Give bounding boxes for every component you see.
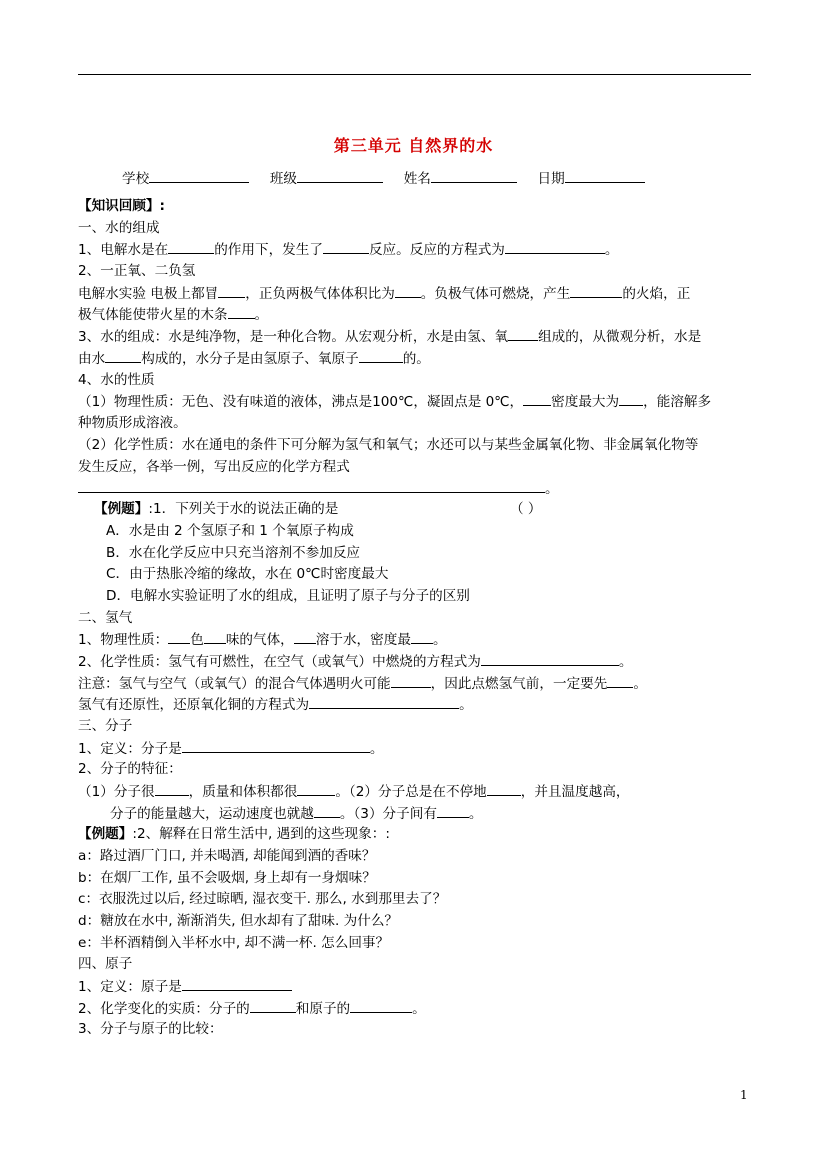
- s1-line-12: [78, 480, 559, 497]
- s1-line-1: [78, 241, 619, 258]
- text: 由水: [78, 351, 106, 367]
- example-2-item-a: a：路过酒厂门口, 并未喝酒, 却能闻到酒的香味？: [78, 848, 376, 864]
- text: 氢气有还原性，还原氧化铜的方程式为: [78, 697, 310, 713]
- blank[interactable]: [523, 393, 551, 406]
- example-label: 【例题】: [78, 826, 133, 842]
- s3-line-4: [110, 805, 483, 822]
- text: 1、定义：分子是: [78, 741, 182, 757]
- text: （1）分子很: [78, 784, 155, 800]
- text: 味的气体，: [225, 632, 294, 648]
- section-3-heading: 三、分子: [78, 718, 133, 734]
- section-2-heading: 二、氢气: [78, 610, 133, 626]
- text: 注意：氢气与空气（或氧气）的混合气体遇明火可能: [78, 676, 391, 692]
- blank[interactable]: [411, 631, 433, 644]
- text: ，并且温度越高，: [520, 784, 630, 800]
- s1-line-4: [78, 306, 268, 323]
- example-2-question: [78, 826, 390, 842]
- blank[interactable]: [182, 740, 370, 753]
- blank[interactable]: [218, 285, 245, 298]
- text: 。: [254, 307, 269, 323]
- example-2-item-c: c：衣服洗过以后, 经过晾晒, 湿衣变干. 那么, 水到那里去了？: [78, 891, 447, 907]
- blank[interactable]: [505, 241, 605, 254]
- s1-line-3: [78, 285, 690, 302]
- blank[interactable]: [294, 631, 316, 644]
- text: 溶于水，密度最: [315, 632, 411, 648]
- s1-line-10: （2）化学性质：水在通电的条件下可分解为氢气和氧气；水还可以与某些金属氧化物、非金属氧化物等: [78, 437, 699, 453]
- blank[interactable]: [105, 350, 141, 363]
- s1-line-5: [78, 328, 701, 345]
- blank[interactable]: [391, 675, 431, 688]
- class-blank[interactable]: [297, 170, 383, 183]
- text: 。: [369, 741, 384, 757]
- blank[interactable]: [395, 285, 421, 298]
- text: 构成的，水分子是由氢原子、氧原子: [141, 351, 359, 367]
- option-c: C．由于热胀冷缩的缘故，水在 0℃时密度最大: [106, 566, 389, 582]
- text: 1、物理性质：: [78, 632, 169, 648]
- s3-line-3: [78, 783, 630, 800]
- text: 。: [459, 697, 473, 713]
- text: 色: [190, 632, 204, 648]
- s3-line-2: 2、分子的特征：: [78, 761, 182, 777]
- s1-line-9: 种物质形成溶液。: [78, 415, 187, 431]
- s1-line-7: 4、水的性质: [78, 372, 155, 388]
- page-title: 第三单元 自然界的水: [333, 136, 494, 155]
- date-blank[interactable]: [565, 170, 645, 183]
- review-heading: 【知识回顾】:: [78, 198, 165, 214]
- text: :1．下列关于水的说法正确的是: [148, 501, 339, 517]
- text: 和原子的: [295, 1001, 351, 1017]
- text: 。: [618, 654, 633, 670]
- text: 。: [633, 676, 647, 692]
- blank[interactable]: [309, 696, 459, 709]
- blank[interactable]: [297, 783, 335, 796]
- text: ，因此点燃氢气前，一定要先: [430, 676, 608, 692]
- blank[interactable]: [314, 805, 340, 818]
- section-1-heading: 一、水的组成: [78, 220, 160, 236]
- name-label: 姓名: [403, 171, 431, 187]
- text: 。: [545, 481, 559, 497]
- blank[interactable]: [481, 653, 619, 666]
- s1-line-11: 发生反应，各举一例，写出反应的化学方程式: [78, 459, 350, 475]
- text: :2、解释在日常生活中, 遇到的这些现象：:: [132, 826, 390, 842]
- blank[interactable]: [155, 783, 189, 796]
- s4-line-3: 3、分子与原子的比较：: [78, 1021, 223, 1037]
- text: ，能溶解多: [643, 394, 712, 410]
- blank[interactable]: [350, 1000, 412, 1013]
- school-blank[interactable]: [149, 170, 249, 183]
- text: 的火焰，正: [622, 286, 691, 302]
- blank[interactable]: [570, 285, 622, 298]
- text: 2、化学性质：氢气有可燃性，在空气（或氧气）中燃烧的方程式为: [78, 654, 481, 670]
- text: 2、化学变化的实质：分子的: [78, 1001, 250, 1017]
- blank[interactable]: [168, 631, 190, 644]
- blank[interactable]: [168, 241, 214, 254]
- blank[interactable]: [487, 783, 521, 796]
- s2-line-3: [78, 675, 647, 692]
- header-fields: [122, 170, 645, 187]
- text: 密度最大为: [551, 394, 620, 410]
- blank[interactable]: [619, 393, 643, 406]
- s1-line-6: [78, 350, 430, 367]
- option-a: A．水是由 2 个氢原子和 1 个氧原子构成: [106, 523, 354, 539]
- example-1-question: [94, 501, 338, 517]
- s4-line-1: [78, 978, 292, 995]
- text: 的。: [402, 351, 430, 367]
- blank[interactable]: [508, 328, 538, 341]
- text: 。: [432, 632, 447, 648]
- text: 。: [412, 1001, 426, 1017]
- date-label: 日期: [537, 171, 565, 187]
- text: （1）物理性质：无色、没有味道的液体，沸点是100℃，凝固点是 0℃，: [78, 394, 524, 410]
- text: 1、定义：原子是: [78, 979, 182, 995]
- example-label: 【例题】: [94, 501, 149, 517]
- blank[interactable]: [437, 805, 469, 818]
- blank[interactable]: [182, 978, 292, 991]
- class-label: 班级: [269, 171, 298, 187]
- text: ，质量和体积都很: [188, 784, 298, 800]
- answer-blank[interactable]: [78, 480, 545, 493]
- text: 。: [604, 242, 619, 258]
- school-label: 学校: [122, 171, 150, 187]
- s2-line-4: [78, 696, 473, 713]
- text: 。（3）分子间有: [339, 806, 437, 822]
- blank[interactable]: [204, 631, 226, 644]
- text: 的作用下，发生了: [214, 242, 323, 258]
- option-d: D．电解水实验证明了水的组成，且证明了原子与分子的区别: [106, 588, 470, 604]
- blank[interactable]: [323, 241, 369, 254]
- text: 3、水的组成：水是纯净物，是一种化合物。从宏观分析，水是由氢、氧: [78, 329, 509, 345]
- blank[interactable]: [607, 675, 633, 688]
- text: 组成的，从微观分析，水是: [538, 329, 702, 345]
- example-2-item-e: e：半杯酒精倒入半杯水中, 却不满一杯. 怎么回事？: [78, 935, 390, 951]
- text: 1、电解水是在: [78, 242, 169, 258]
- blank[interactable]: [250, 1000, 296, 1013]
- s1-line-2: 2、一正氧、二负氢: [78, 263, 196, 279]
- text: 。（2）分子总是在不停地: [335, 784, 487, 800]
- text: 。: [468, 806, 483, 822]
- blank[interactable]: [228, 306, 255, 319]
- option-b: B．水在化学反应中只充当溶剂不参加反应: [106, 545, 361, 561]
- s4-line-2: [78, 1000, 426, 1017]
- s1-line-8: [78, 393, 711, 410]
- section-4-heading: 四、原子: [78, 956, 133, 972]
- name-blank[interactable]: [431, 170, 517, 183]
- answer-parentheses[interactable]: （ ）: [510, 501, 542, 517]
- text: ，正负两极气体体积比为: [245, 286, 395, 302]
- text: 分子的能量越大，运动速度也就越: [110, 806, 314, 822]
- example-2-item-b: b：在烟厂工作, 虽不会吸烟, 身上却有一身烟味？: [78, 870, 376, 886]
- page-number: 1: [740, 1088, 748, 1102]
- text: 反应。反应的方程式为: [368, 242, 505, 258]
- s2-line-1: [78, 631, 447, 648]
- s2-line-2: [78, 653, 632, 670]
- text: 电解水实验 电极上都冒: [78, 286, 219, 302]
- text: 。负极气体可燃烧，产生: [420, 286, 571, 302]
- blank[interactable]: [359, 350, 403, 363]
- s3-line-1: [78, 740, 383, 757]
- example-2-item-d: d：糖放在水中, 渐渐消失, 但水却有了甜味. 为什么？: [78, 913, 399, 929]
- header-rule: [78, 74, 751, 75]
- text: 极气体能使带火星的木条: [78, 307, 228, 323]
